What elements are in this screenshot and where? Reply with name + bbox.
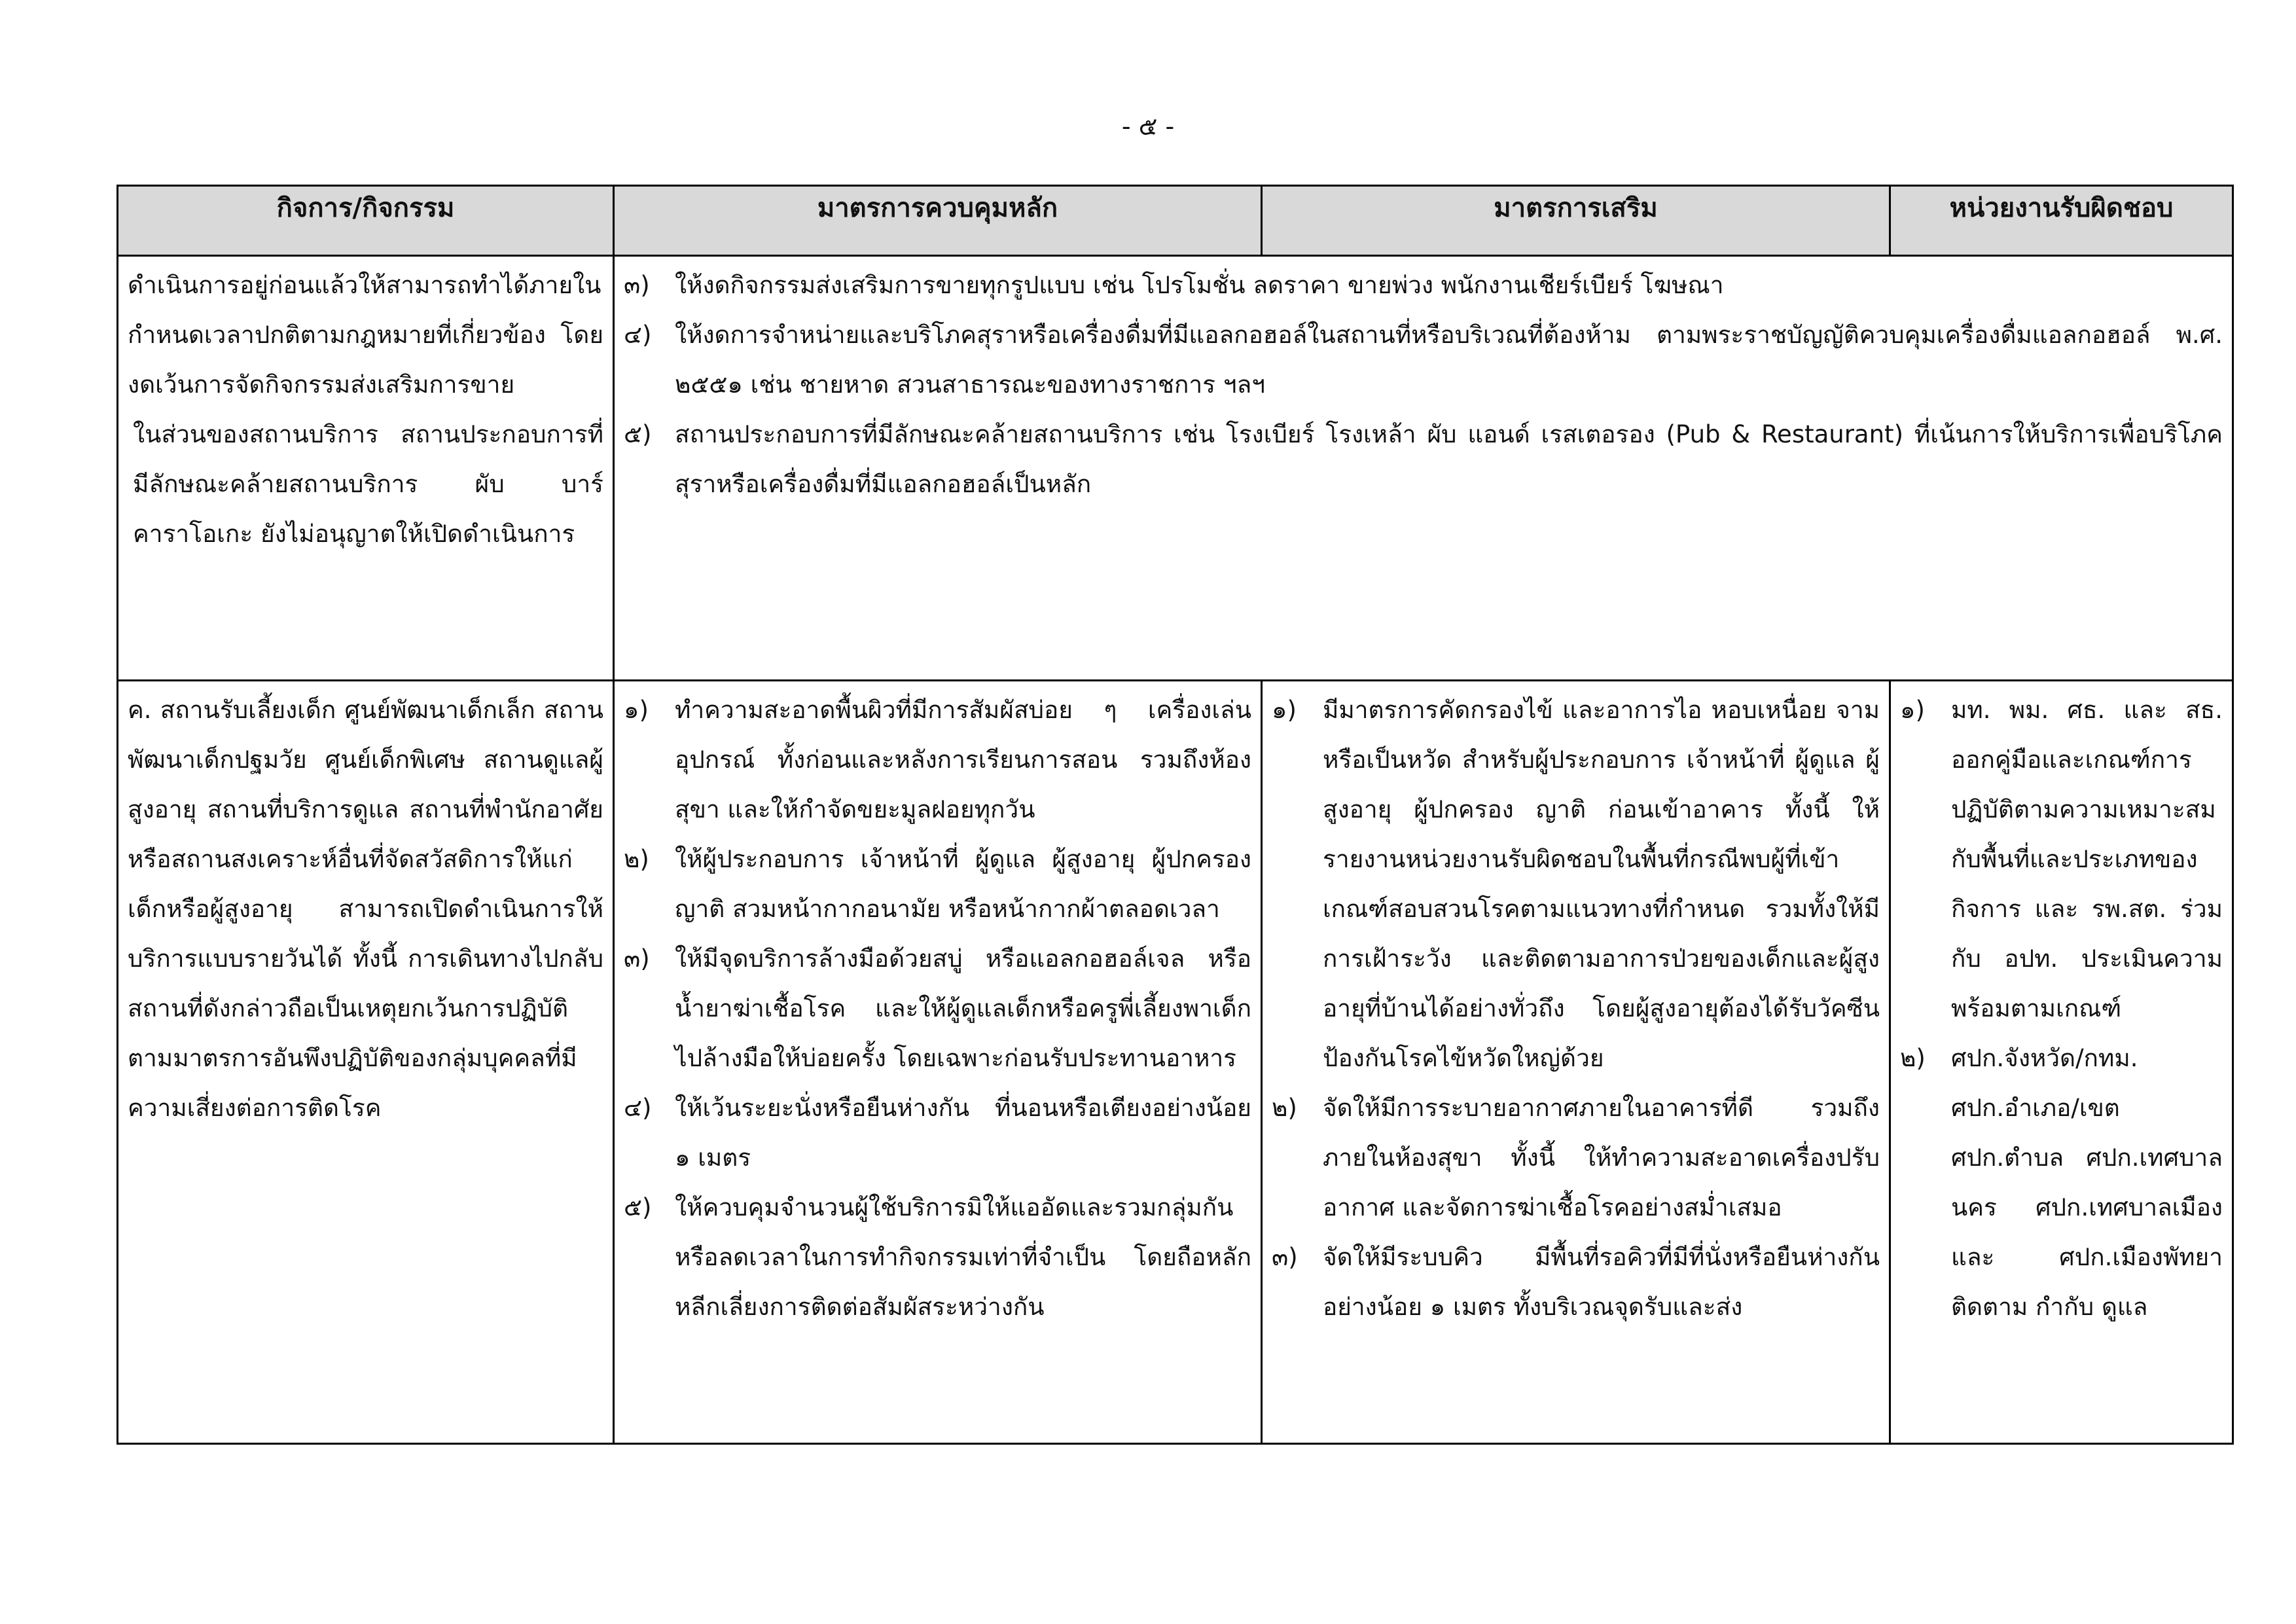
list-item — [1900, 685, 2223, 1034]
item-number: ๑) — [1272, 696, 1297, 724]
item-number: ๓) — [1272, 1243, 1298, 1271]
item-number: ๒) — [624, 845, 649, 873]
table-row — [118, 256, 2233, 681]
item-text: จัดให้มีการระบายอากาศภายในอาคารที่ดี รวมถึงภายในห้องสุขา ทั้งนี้ ให้ทำความสะอาดเครื่องปรับอากาศ และจัดการฆ่าเชื้อโรคอย่างสม่ำเสมอ — [1323, 1094, 1880, 1221]
activity-text: ดำเนินการอยู่ก่อนแล้วให้สามารถทำได้ภายในกำหนดเวลาปกติตามกฎหมายที่เกี่ยวข้อง โดยงดเว้นการจัดกิจกรรมส่งเสริมการขาย — [128, 271, 603, 399]
item-text: ให้ควบคุมจำนวนผู้ใช้บริการมิให้แออัดและรวมกลุ่มกัน หรือลดเวลาในการทำกิจกรรมเท่าที่จำเป็น โดยถือหลักหลีกเลี่ยงการติดต่อสัมผัสระหว่างกัน — [675, 1193, 1251, 1321]
measure-list — [624, 685, 1251, 1332]
item-text: สถานประกอบการที่มีลักษณะคล้ายสถานบริการ เช่น โรงเบียร์ โรงเหล้า ผับ แอนด์ เรสเตอรอง (Pub & Restaurant) ที่เน้นการให้บริการเพื่อบริโภคสุราหรือเครื่องดื่มที่มีแอลกอฮอล์เป็นหลัก — [675, 420, 2223, 498]
list-item — [624, 410, 2223, 509]
header-responsible: หน่วยงานรับผิดชอบ — [1890, 186, 2233, 256]
list-item — [1272, 1083, 1880, 1233]
item-text: ให้ผู้ประกอบการ เจ้าหน้าที่ ผู้ดูแล ผู้สูงอายุ ผู้ปกครอง ญาติ สวมหน้ากากอนามัย หรือหน้ากากผ้าตลอดเวลา — [675, 845, 1251, 923]
item-text: ให้เว้นระยะนั่งหรือยืนห่างกัน ที่นอนหรือเตียงอย่างน้อย ๑ เมตร — [675, 1094, 1251, 1172]
list-item — [624, 685, 1251, 835]
activity-cell — [118, 681, 614, 1444]
list-item — [624, 1183, 1251, 1332]
activity-text: ค. สถานรับเลี้ยงเด็ก ศูนย์พัฒนาเด็กเล็ก สถานพัฒนาเด็กปฐมวัย ศูนย์เด็กพิเศษ สถานดูแลผู้สูงอายุ สถานที่บริการดูแล สถานที่พำนักอาศัย หรือสถานสงเคราะห์อื่นที่จัดสวัสดิการให้แก่เด็กหรือผู้สูงอายุ สามารถเปิดดำเนินการให้บริการแบบรายวันได้ ทั้งนี้ การเดินทางไปกลับสถานที่ดังกล่าวถือเป็นเหตุยกเว้นการปฏิบัติตามมาตรการอันพึงปฏิบัติของกลุ่มบุคคลที่มีความเสี่ยงต่อการติดโรค — [128, 696, 603, 1122]
header-additional-measures: มาตรการเสริม — [1262, 186, 1890, 256]
measure-list — [1272, 685, 1880, 1332]
additional-measures-cell — [1262, 681, 1890, 1444]
list-item — [624, 261, 2223, 310]
measures-table — [117, 185, 2234, 1445]
table-header-row — [118, 186, 2233, 256]
item-number: ๓) — [624, 945, 650, 973]
header-activity: กิจการ/กิจกรรม — [118, 186, 614, 256]
item-number: ๕) — [624, 420, 652, 448]
list-item — [624, 835, 1251, 934]
item-text: ให้งดการจำหน่ายและบริโภคสุราหรือเครื่องดื่มที่มีแอลกอฮอล์ในสถานที่หรือบริเวณที่ต้องห้าม ตามพระราชบัญญัติควบคุมเครื่องดื่มแอลกอฮอล์ พ.ศ. ๒๕๕๑ เช่น ชายหาด สวนสาธารณะของทางราชการ ฯลฯ — [675, 321, 2223, 399]
list-item — [1272, 685, 1880, 1083]
measure-list — [624, 261, 2223, 509]
item-number: ๒) — [1900, 1044, 1926, 1072]
main-measures-cell — [614, 681, 1262, 1444]
list-item — [624, 310, 2223, 410]
header-main-measures: มาตรการควบคุมหลัก — [614, 186, 1262, 256]
item-number: ๒) — [1272, 1094, 1297, 1122]
activity-cell — [118, 256, 614, 681]
activity-note: ในส่วนของสถานบริการ สถานประกอบการที่มีลักษณะคล้ายสถานบริการ ผับ บาร์ คาราโอเกะ ยังไม่อนุญาตให้เปิดดำเนินการ — [133, 420, 603, 548]
item-text: มท. พม. ศธ. และ สธ. ออกคู่มือและเกณฑ์การปฏิบัติตามความเหมาะสมกับพื้นที่และประเภทของกิจการ และ รพ.สต. ร่วมกับ อปท. ประเมินความพร้อมตามเกณฑ์ — [1951, 696, 2223, 1022]
merged-measures-cell — [614, 256, 2233, 681]
responsible-cell — [1890, 681, 2233, 1444]
item-text: มีมาตรการคัดกรองไข้ และอาการไอ หอบเหนื่อย จาม หรือเป็นหวัด สำหรับผู้ประกอบการ เจ้าหน้าที่ ผู้ดูแล ผู้สูงอายุ ผู้ปกครอง ญาติ ก่อนเข้าอาคาร ทั้งนี้ ให้รายงานหน่วยงานรับผิดชอบในพื้นที่กรณีพบผู้ที่เข้าเกณฑ์สอบสวนโรคตามแนวทางที่กำหนด รวมทั้งให้มีการเฝ้าระวัง และติดตามอาการป่วยของเด็กและผู้สูงอายุที่บ้านได้อย่างทั่วถึง โดยผู้สูงอายุต้องได้รับวัคซีนป้องกันโรคไข้หวัดใหญ่ด้วย — [1323, 696, 1880, 1072]
item-text: จัดให้มีระบบคิว มีพื้นที่รอคิวที่มีที่นั่งหรือยืนห่างกันอย่างน้อย ๑ เมตร ทั้งบริเวณจุดรับและส่ง — [1323, 1243, 1880, 1321]
item-number: ๑) — [624, 696, 649, 724]
item-number: ๔) — [624, 1094, 652, 1122]
table-row — [118, 681, 2233, 1444]
item-number: ๑) — [1900, 696, 1925, 724]
list-item — [1272, 1233, 1880, 1332]
item-text: ทำความสะอาดพื้นผิวที่มีการสัมผัสบ่อย ๆ เครื่องเล่น อุปกรณ์ ทั้งก่อนและหลังการเรียนการสอน รวมถึงห้องสุขา และให้กำจัดขยะมูลฝอยทุกวัน — [675, 696, 1251, 823]
list-item — [624, 1083, 1251, 1183]
page-number: - ๕ - — [1121, 112, 1175, 141]
item-text: ศปก.จังหวัด/กทม. ศปก.อำเภอ/เขต ศปก.ตำบล ศปก.เทศบาลนคร ศปก.เทศบาลเมือง และ ศปก.เมืองพัทยา ติดตาม กำกับ ดูแล — [1951, 1044, 2223, 1321]
item-number: ๓) — [624, 271, 650, 299]
list-item — [1900, 1034, 2223, 1332]
item-number: ๔) — [624, 321, 652, 349]
item-text: ให้งดกิจกรรมส่งเสริมการขายทุกรูปแบบ เช่น โปรโมชั่น ลดราคา ขายพ่วง พนักงานเชียร์เบียร์ โฆษณา — [675, 271, 1724, 299]
item-text: ให้มีจุดบริการล้างมือด้วยสบู่ หรือแอลกอฮอล์เจล หรือน้ำยาฆ่าเชื้อโรค และให้ผู้ดูแลเด็กหรือครูพี่เลี้ยงพาเด็กไปล้างมือให้บ่อยครั้ง โดยเฉพาะก่อนรับประทานอาหาร — [675, 945, 1251, 1072]
list-item — [624, 934, 1251, 1083]
item-number: ๕) — [624, 1193, 652, 1221]
responsible-list — [1900, 685, 2223, 1332]
